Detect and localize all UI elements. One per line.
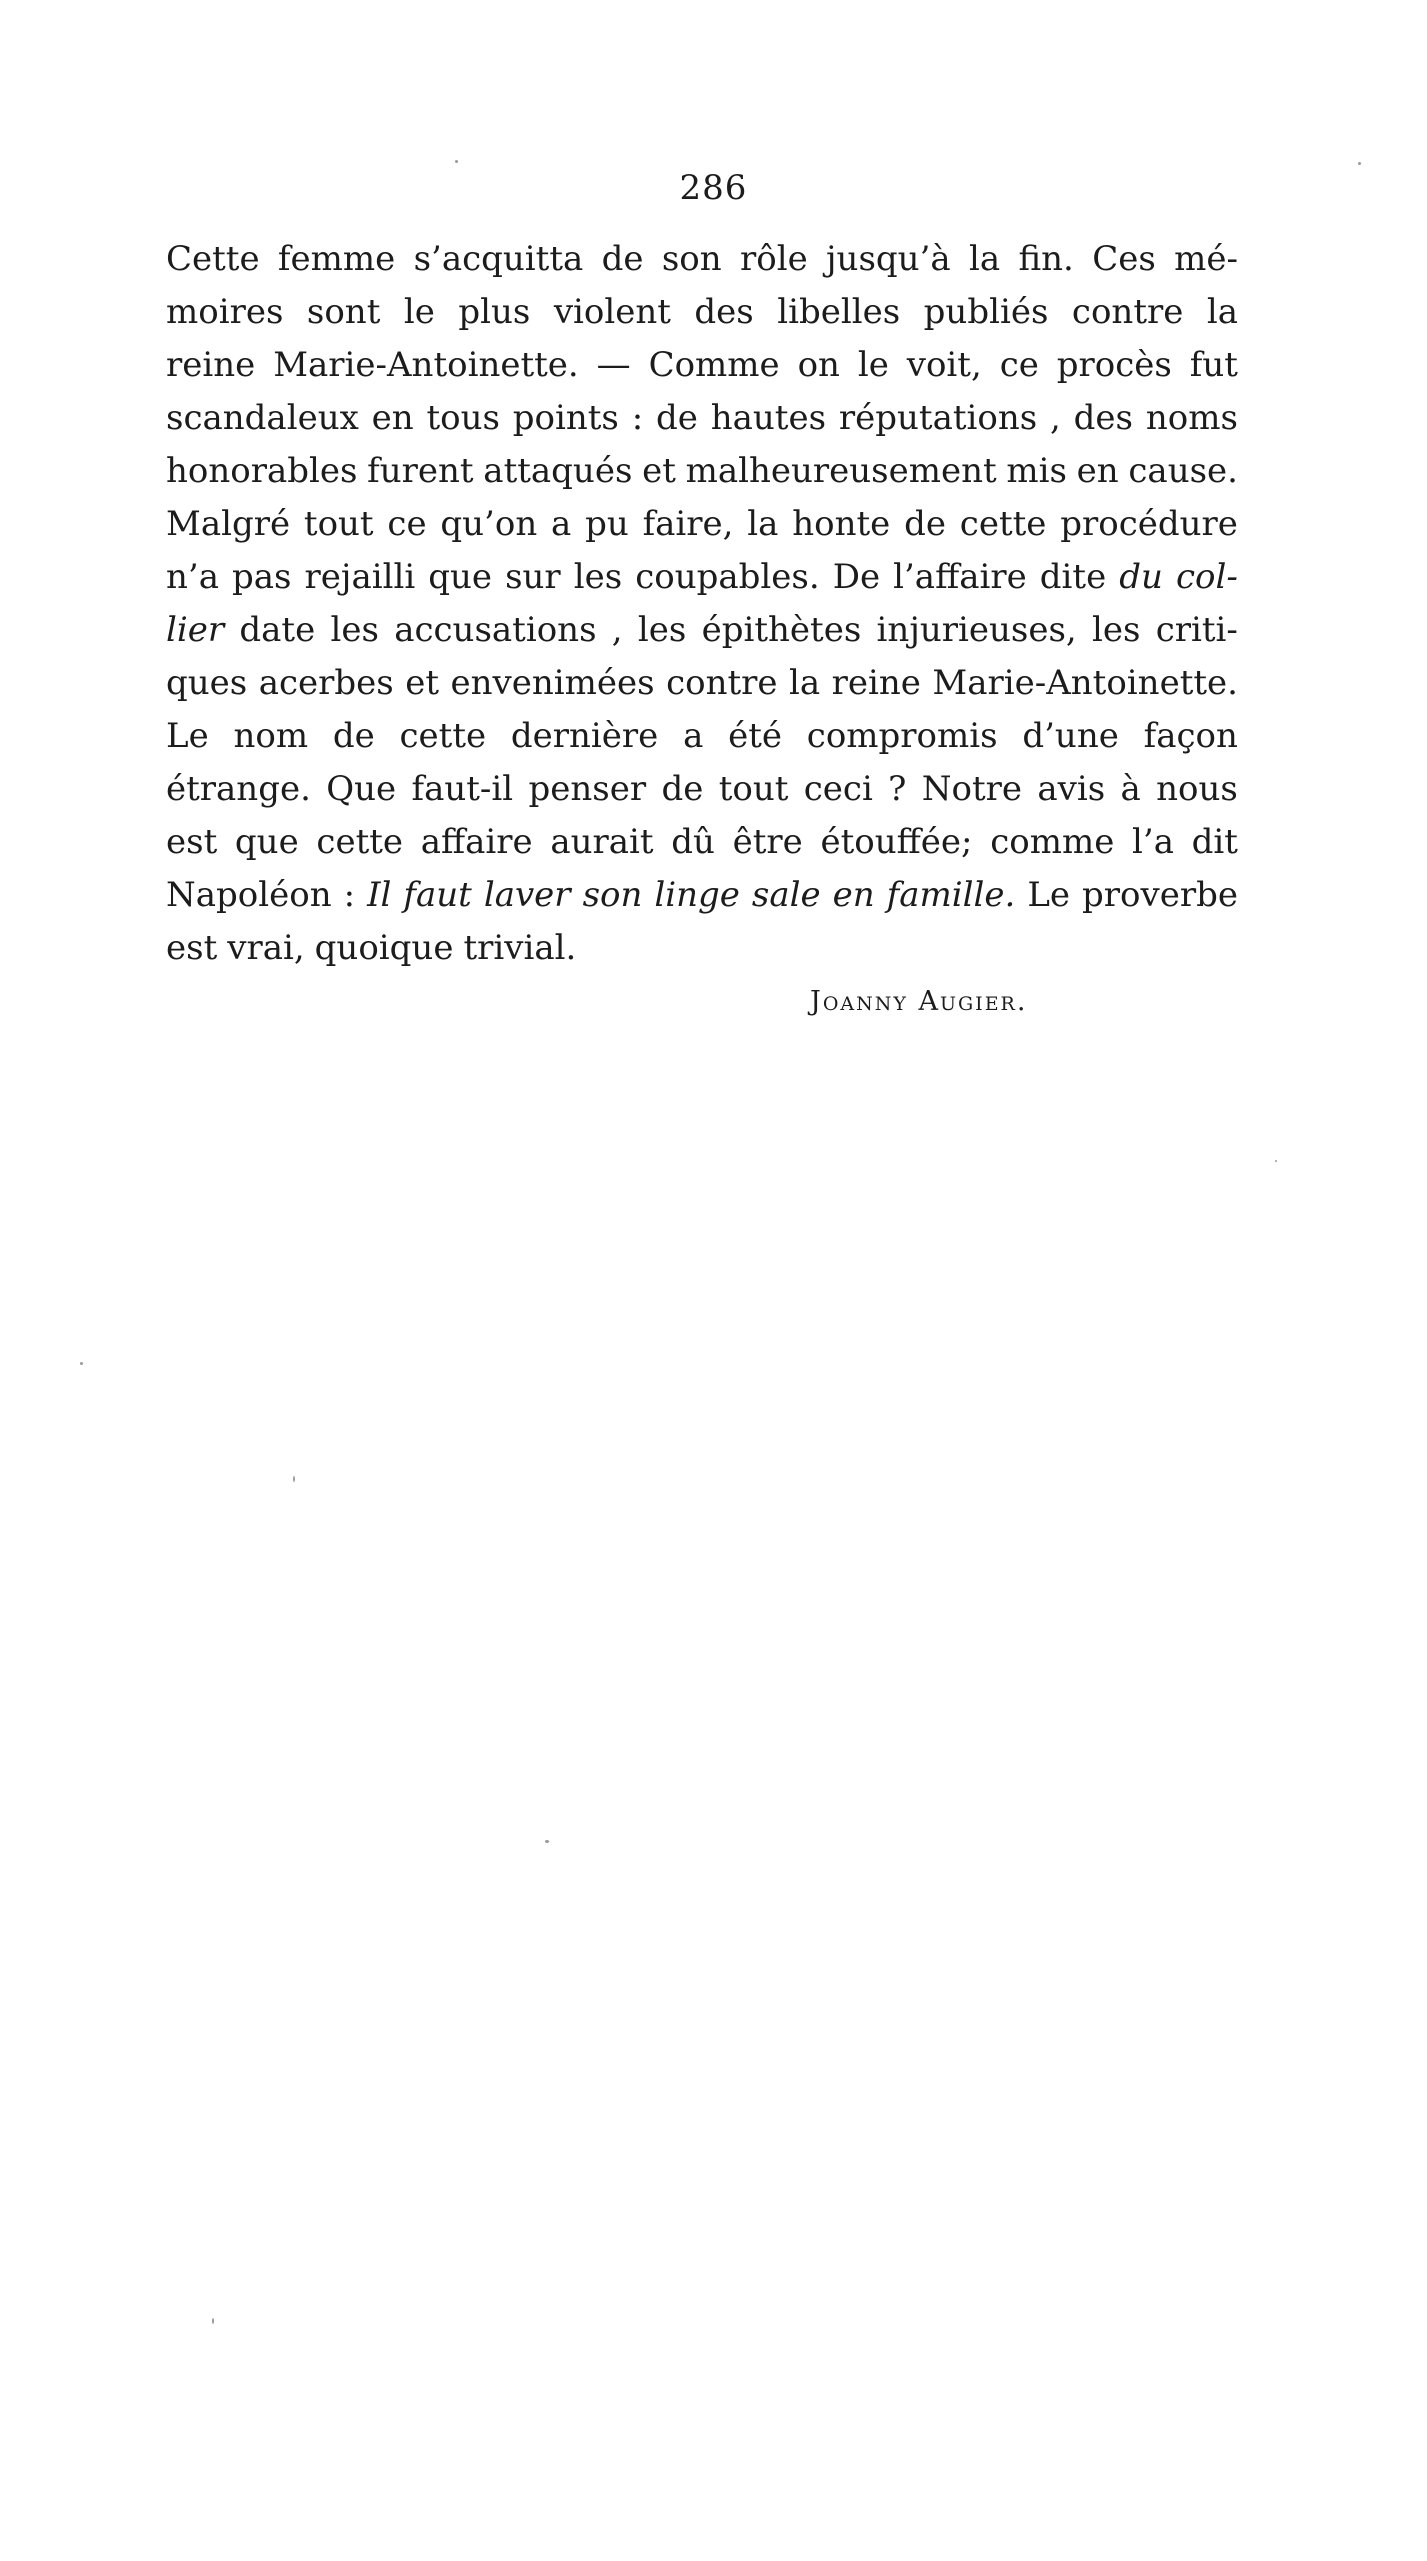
- word: en: [1076, 451, 1119, 491]
- word: Malgré: [166, 504, 291, 544]
- word: de: [656, 398, 698, 438]
- word: :: [343, 875, 356, 915]
- word: De: [832, 557, 881, 597]
- word: envenimées: [450, 663, 655, 703]
- word: des: [694, 292, 754, 332]
- word: lier: [166, 610, 225, 650]
- paper-speck: [80, 1362, 83, 1365]
- paper-speck: [1275, 1160, 1277, 1162]
- word: ce: [387, 504, 427, 544]
- text-line: [166, 604, 1238, 657]
- word: plus: [458, 292, 531, 332]
- word: les: [637, 610, 687, 650]
- word: ?: [888, 769, 907, 809]
- word: nom: [233, 716, 309, 756]
- word: cette: [399, 716, 487, 756]
- text-line: [166, 869, 1238, 922]
- paper-speck: [1358, 162, 1361, 165]
- word: les: [330, 610, 379, 650]
- word: libelles: [777, 292, 901, 332]
- word: points: [512, 398, 619, 438]
- word: dit: [1191, 822, 1238, 862]
- text-line: [166, 286, 1238, 339]
- word: s’acquitta: [413, 239, 584, 279]
- word: et: [642, 451, 676, 491]
- paper-speck: [545, 1840, 549, 1843]
- word: hautes: [710, 398, 827, 438]
- text-line: [166, 710, 1238, 763]
- word: faut: [403, 875, 472, 915]
- word: tout: [718, 769, 789, 809]
- word: affaire: [420, 822, 533, 862]
- word: été: [728, 716, 783, 756]
- word: en: [371, 398, 414, 438]
- text-line: [166, 233, 1238, 286]
- word: date: [239, 610, 316, 650]
- word: reine: [831, 663, 921, 703]
- page-number: 286: [679, 168, 748, 208]
- word: sale: [751, 875, 821, 915]
- word: de: [601, 239, 644, 279]
- word: l’affaire: [893, 557, 1027, 597]
- word: noms: [1145, 398, 1238, 438]
- word: le: [857, 345, 889, 385]
- word: mé-: [1174, 239, 1238, 279]
- text-line: [166, 551, 1238, 604]
- word: Ces: [1092, 239, 1156, 279]
- word: les: [1092, 610, 1141, 650]
- word: la: [789, 663, 821, 703]
- word: la: [968, 239, 1001, 279]
- text-line: [166, 922, 1238, 975]
- word: la: [1206, 292, 1238, 332]
- word: des: [1073, 398, 1134, 438]
- word: fut: [1189, 345, 1238, 385]
- word: et: [405, 663, 440, 703]
- word: être: [732, 822, 803, 862]
- word: pu: [585, 504, 629, 544]
- word: l’a: [1132, 822, 1174, 862]
- word: que: [428, 557, 493, 597]
- paper-speck: [455, 160, 458, 163]
- word: injurieuses,: [876, 610, 1077, 650]
- word: sur: [505, 557, 561, 597]
- word: Notre: [921, 769, 1023, 809]
- word: ce: [999, 345, 1039, 385]
- word: honte: [792, 504, 891, 544]
- word: attaqués: [483, 451, 633, 491]
- word: de: [332, 716, 375, 756]
- word: contre: [1071, 292, 1184, 332]
- word: penser: [528, 769, 647, 809]
- word: acerbes: [258, 663, 394, 703]
- word: —: [596, 345, 631, 385]
- word: nous: [1156, 769, 1238, 809]
- word: du: [1119, 557, 1163, 597]
- word: qu’on: [440, 504, 538, 544]
- word: d’une: [1022, 716, 1119, 756]
- author-signature: Joanny Augier.: [810, 986, 1028, 1017]
- word: criti-: [1155, 610, 1238, 650]
- word: son: [582, 875, 643, 915]
- word: aurait: [550, 822, 654, 862]
- word: a: [683, 716, 704, 756]
- word: voit,: [906, 345, 982, 385]
- word: pas: [232, 557, 292, 597]
- word: le: [403, 292, 435, 332]
- word: trivial.: [463, 928, 577, 968]
- word: furent: [367, 451, 474, 491]
- word: Marie-Antoinette.: [273, 345, 579, 385]
- word: réputations: [838, 398, 1038, 438]
- word: col-: [1175, 557, 1238, 597]
- word: femme: [277, 239, 396, 279]
- word: vrai,: [227, 928, 305, 968]
- word: est: [166, 928, 218, 968]
- word: on: [797, 345, 840, 385]
- word: Napoléon: [166, 875, 332, 915]
- word: reine: [166, 345, 256, 385]
- word: de: [904, 504, 946, 544]
- word: laver: [483, 875, 571, 915]
- text-line: [166, 763, 1238, 816]
- word: publiés: [923, 292, 1049, 332]
- text-line: [166, 816, 1238, 869]
- word: de: [661, 769, 704, 809]
- word: rejailli: [304, 557, 416, 597]
- word: n’a: [166, 557, 219, 597]
- word: accusations: [394, 610, 597, 650]
- word: compromis: [806, 716, 998, 756]
- word: Le: [166, 716, 209, 756]
- word: contre: [666, 663, 778, 703]
- word: ques: [166, 663, 248, 703]
- word: la: [747, 504, 779, 544]
- word: procès: [1056, 345, 1172, 385]
- word: tout: [303, 504, 374, 544]
- word: malheureusement: [685, 451, 997, 491]
- word: dite: [1039, 557, 1107, 597]
- word: mis: [1006, 451, 1067, 491]
- paper-speck: [212, 2318, 214, 2324]
- word: étouffée;: [820, 822, 973, 862]
- word: avis: [1037, 769, 1106, 809]
- word: que: [234, 822, 299, 862]
- word: coupables.: [635, 557, 820, 597]
- word: les: [573, 557, 623, 597]
- word: à: [1120, 769, 1141, 809]
- word: faut-il: [411, 769, 514, 809]
- word: linge: [654, 875, 740, 915]
- word: son: [661, 239, 722, 279]
- text-line: [166, 657, 1238, 710]
- body-paragraph: [166, 233, 1238, 975]
- word: ,: [611, 610, 623, 650]
- word: dû: [671, 822, 715, 862]
- word: en: [832, 875, 875, 915]
- word: comme: [990, 822, 1115, 862]
- word: fin.: [1018, 239, 1074, 279]
- word: cette: [316, 822, 404, 862]
- word: Il: [367, 875, 392, 915]
- word: :: [631, 398, 644, 438]
- word: proverbe: [1082, 875, 1238, 915]
- word: cause.: [1128, 451, 1238, 491]
- paper-speck: [293, 1476, 295, 1482]
- word: Marie-Antoinette.: [932, 663, 1238, 703]
- word: a: [551, 504, 572, 544]
- word: cette: [959, 504, 1047, 544]
- word: moires: [166, 292, 284, 332]
- text-line: [166, 498, 1238, 551]
- word: étrange.: [166, 769, 311, 809]
- word: ceci: [803, 769, 873, 809]
- word: tous: [426, 398, 500, 438]
- word: façon: [1143, 716, 1238, 756]
- text-line: [166, 339, 1238, 392]
- word: dernière: [510, 716, 659, 756]
- word: épithètes: [701, 610, 862, 650]
- word: ,: [1050, 398, 1061, 438]
- word: honorables: [166, 451, 358, 491]
- word: faire,: [642, 504, 734, 544]
- word: sont: [306, 292, 381, 332]
- word: procédure: [1060, 504, 1238, 544]
- word: Comme: [648, 345, 780, 385]
- word: Que: [326, 769, 397, 809]
- word: Cette: [166, 239, 260, 279]
- word: jusqu’à: [826, 239, 951, 279]
- text-line: [166, 445, 1238, 498]
- word: est: [166, 822, 218, 862]
- word: scandaleux: [166, 398, 359, 438]
- word: Le: [1027, 875, 1071, 915]
- word: violent: [553, 292, 671, 332]
- word: famille.: [886, 875, 1016, 915]
- word: quoique: [314, 928, 454, 968]
- word: rôle: [739, 239, 808, 279]
- text-line: [166, 392, 1238, 445]
